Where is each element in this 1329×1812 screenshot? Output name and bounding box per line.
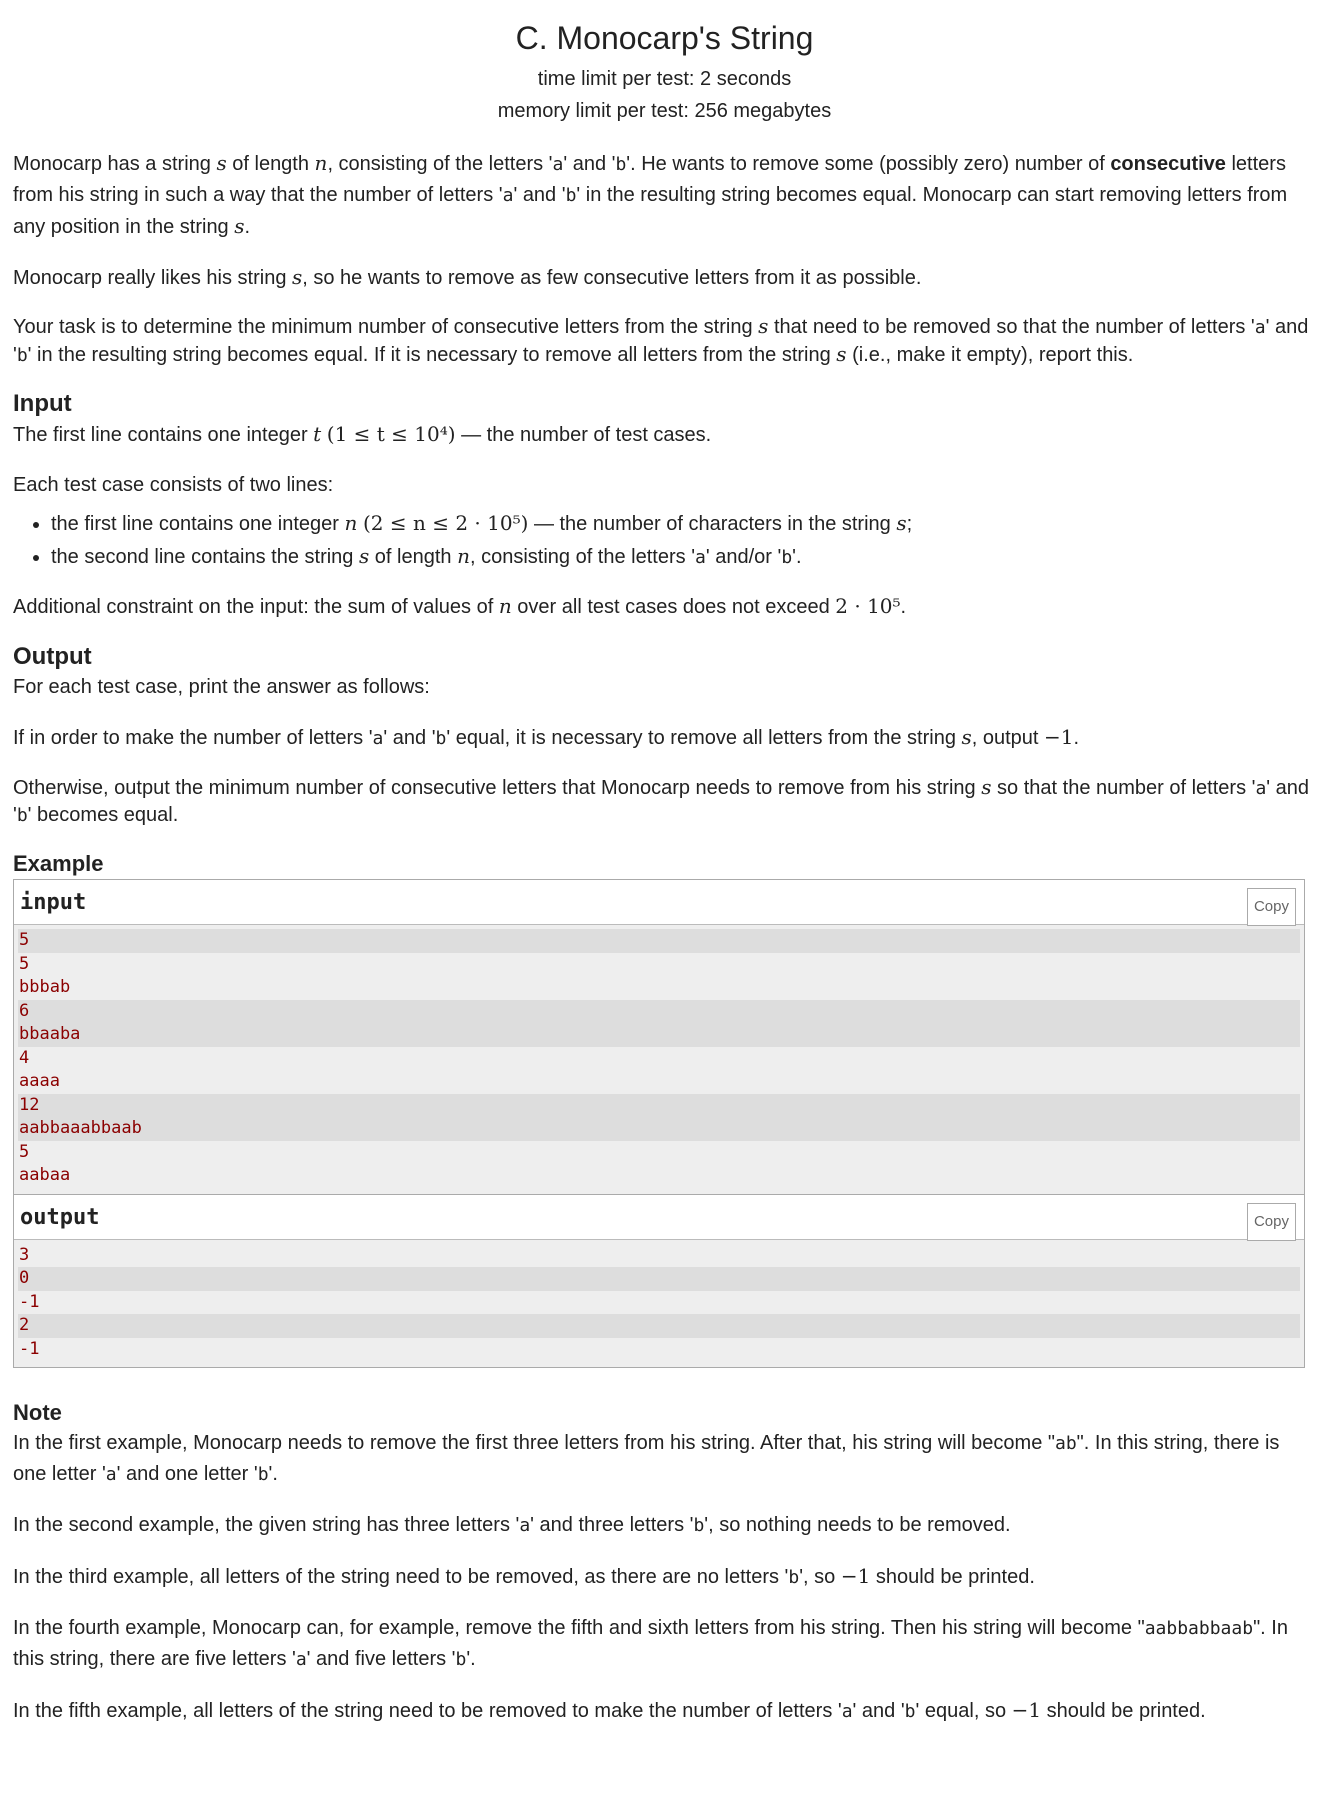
problem-header xyxy=(0,0,1329,127)
output-box-title: output xyxy=(20,1204,100,1230)
memory-limit: memory limit per test: 256 megabytes xyxy=(497,100,832,122)
example-line: 0 xyxy=(18,1267,1300,1291)
problem-body xyxy=(13,148,1313,1747)
example-line: -1 xyxy=(19,1291,40,1312)
input-line-1: The first line contains one integer t (1 ≤ t ≤ 10⁴) — the number of test cases. xyxy=(13,422,712,446)
example-line: bbbab xyxy=(19,977,71,997)
example-line: 3 xyxy=(19,1244,30,1265)
output-line-2: If in order to make the number of letters 'a' and 'b' equal, it is necessary to remove all letters from the string s, output −1. xyxy=(13,725,1080,749)
input-bullet-list xyxy=(13,508,1313,573)
input-box-title: input xyxy=(20,890,87,915)
time-limit: time limit per test: 2 seconds xyxy=(537,68,792,90)
example-line: aabaa xyxy=(19,1165,71,1185)
input-bullet-1: • the first line contains one integer n (2 ≤ n ≤ 2 · 10⁵) — the number of characters in the string s; xyxy=(51,508,1313,539)
input-bullet-2: • the second line contains the string s of length n, consisting of the letters 'a' and/or 'b'. xyxy=(51,541,1313,573)
example-line: 5 xyxy=(19,953,30,974)
note-paragraph-2: In the second example, the given string has three letters 'a' and three letters 'b', so nothing needs to be removed. xyxy=(13,1514,1011,1536)
example-line: 5 xyxy=(19,1141,30,1162)
example-line: 2 xyxy=(18,1314,1300,1338)
copy-input-button[interactable]: Copy xyxy=(1247,888,1296,926)
example-line: bbaaba xyxy=(18,1023,1300,1047)
output-box-body xyxy=(14,1240,1304,1368)
example-line: -1 xyxy=(19,1338,40,1359)
example-line: 6 xyxy=(18,1000,1300,1024)
statement-paragraph-3: Your task is to determine the minimum number of consecutive letters from the string s that need to be removed so that the number of letters 'a' and 'b' in the resulting string becomes equal. If it is necessary to remove all letters from the string s (i.e., make it empty), report this. xyxy=(13,314,1309,366)
input-heading: Input xyxy=(13,390,72,417)
statement-paragraph-2: Monocarp really likes his string s, so he wants to remove as few consecutive letters from it as possible. xyxy=(13,265,922,289)
output-line-1: For each test case, print the answer as follows: xyxy=(13,676,430,698)
example-line: 4 xyxy=(19,1047,30,1068)
note-paragraph-5: In the fifth example, all letters of the string need to be removed to make the number of letters 'a' and 'b' equal, so −1 should be printed. xyxy=(13,1698,1206,1722)
example-line: 5 xyxy=(18,929,1300,953)
input-box-header xyxy=(14,880,1304,925)
input-line-3: Additional constraint on the input: the sum of values of n over all test cases does not exceed 2 · 10⁵. xyxy=(13,594,907,618)
problem-title: C. Monocarp's String xyxy=(515,20,814,56)
example-heading: Example xyxy=(13,851,104,876)
note-paragraph-1: In the first example, Monocarp needs to remove the first three letters from his string. After that, his string will become "ab". In this string, there is one letter 'a' and one letter 'b'. xyxy=(13,1432,1280,1485)
output-line-3: Otherwise, output the minimum number of consecutive letters that Monocarp needs to remove from his string s so that the number of letters 'a' and 'b' becomes equal. xyxy=(13,775,1310,826)
statement-paragraph-1: Monocarp has a string s of length n, consisting of the letters 'a' and 'b'. He wants to remove some (possibly zero) number of consecutive letters from his string in such a way that the number of letters 'a' and 'b' in the resulting string becomes equal. Monocarp can start removing letters from any position in the string s. xyxy=(13,151,1288,238)
input-box-body xyxy=(14,925,1304,1194)
example-line: 12 xyxy=(18,1094,1300,1118)
example-line: aaaa xyxy=(19,1071,60,1091)
note-paragraph-3: In the third example, all letters of the string need to be removed, as there are no letters 'b', so −1 should be printed. xyxy=(13,1564,1035,1588)
note-paragraph-4: In the fourth example, Monocarp can, for example, remove the fifth and sixth letters from his string. Then his string will become "aabbabbaab". In this string, there are five letters 'a' and five letters 'b'. xyxy=(13,1617,1288,1670)
output-box-header xyxy=(14,1195,1304,1240)
note-heading: Note xyxy=(13,1400,62,1425)
output-heading: Output xyxy=(13,643,92,670)
example-line: aabbaaabbaab xyxy=(18,1117,1300,1141)
copy-output-button[interactable]: Copy xyxy=(1247,1203,1296,1241)
example-box xyxy=(13,879,1305,1368)
input-line-2: Each test case consists of two lines: xyxy=(13,474,334,496)
